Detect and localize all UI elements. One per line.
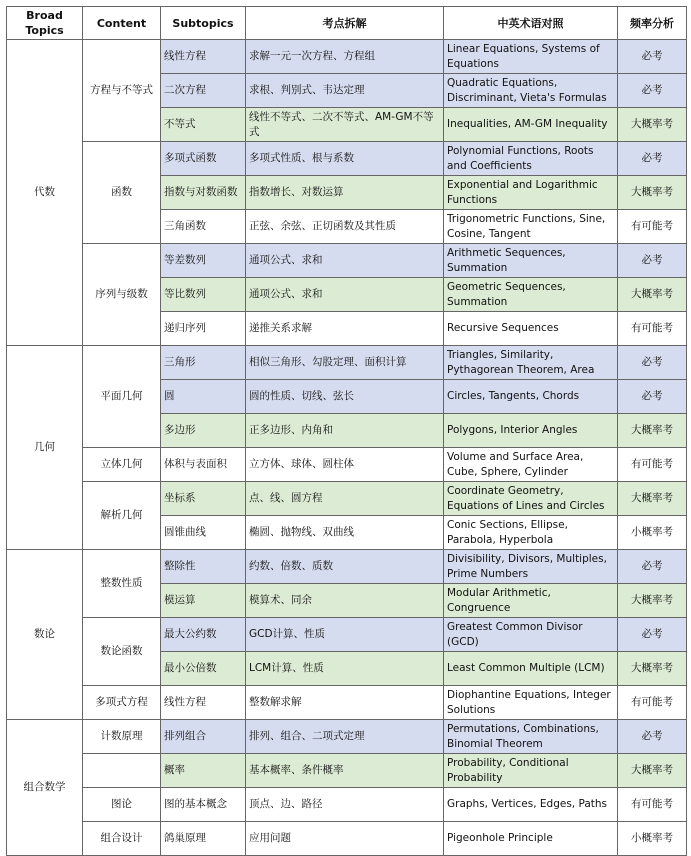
content-cell: 序列与级数 — [83, 244, 161, 346]
content-cell: 平面几何 — [83, 346, 161, 448]
table-row — [7, 40, 687, 74]
term-cell: Triangles, Similarity, Pythagorean Theorem, Area — [444, 346, 618, 380]
broad-topic-cell: 数论 — [7, 550, 83, 720]
subtopic-cell: 多边形 — [161, 414, 246, 448]
key-point-cell: 求根、判别式、韦达定理 — [246, 74, 444, 108]
term-cell: Recursive Sequences — [444, 312, 618, 346]
frequency-cell: 大概率考 — [618, 584, 687, 618]
frequency-cell: 大概率考 — [618, 754, 687, 788]
subtopic-cell: 等差数列 — [161, 244, 246, 278]
term-cell: Conic Sections, Ellipse, Parabola, Hyperbola — [444, 516, 618, 550]
content-cell-empty — [83, 754, 161, 788]
key-point-cell: 顶点、边、路径 — [246, 788, 444, 822]
table-row — [7, 686, 687, 720]
broad-topic-cell: 几何 — [7, 346, 83, 550]
term-cell: Inequalities, AM-GM Inequality — [444, 108, 618, 142]
broad-topic-cell: 组合数学 — [7, 720, 83, 856]
key-point-cell: 通项公式、求和 — [246, 278, 444, 312]
key-point-cell: 递推关系求解 — [246, 312, 444, 346]
header-key-points: 考点拆解 — [246, 7, 444, 40]
frequency-cell: 必考 — [618, 40, 687, 74]
frequency-cell: 有可能考 — [618, 312, 687, 346]
key-point-cell: 指数增长、对数运算 — [246, 176, 444, 210]
term-cell: Geometric Sequences, Summation — [444, 278, 618, 312]
term-cell: Quadratic Equations, Discriminant, Vieta's Formulas — [444, 74, 618, 108]
content-cell: 组合设计 — [83, 822, 161, 856]
term-cell: Probability, Conditional Probability — [444, 754, 618, 788]
table-row — [7, 618, 687, 652]
frequency-cell: 必考 — [618, 142, 687, 176]
frequency-cell: 大概率考 — [618, 176, 687, 210]
subtopic-cell: 体积与表面积 — [161, 448, 246, 482]
subtopic-cell: 多项式函数 — [161, 142, 246, 176]
term-cell: Greatest Common Divisor (GCD) — [444, 618, 618, 652]
term-cell: Trigonometric Functions, Sine, Cosine, Tangent — [444, 210, 618, 244]
key-point-cell: GCD计算、性质 — [246, 618, 444, 652]
table-row — [7, 142, 687, 176]
frequency-cell: 必考 — [618, 244, 687, 278]
term-cell: Diophantine Equations, Integer Solutions — [444, 686, 618, 720]
header-terminology: 中英术语对照 — [444, 7, 618, 40]
subtopic-cell: 最大公约数 — [161, 618, 246, 652]
subtopic-cell: 三角函数 — [161, 210, 246, 244]
key-point-cell: 基本概率、条件概率 — [246, 754, 444, 788]
content-cell: 多项式方程 — [83, 686, 161, 720]
header-row — [7, 7, 687, 40]
frequency-cell: 小概率考 — [618, 516, 687, 550]
frequency-cell: 大概率考 — [618, 482, 687, 516]
content-cell: 数论函数 — [83, 618, 161, 686]
key-point-cell: 圆的性质、切线、弦长 — [246, 380, 444, 414]
table-row — [7, 448, 687, 482]
header-broad-topics: Broad Topics — [7, 7, 83, 40]
key-point-cell: 点、线、圆方程 — [246, 482, 444, 516]
table-row — [7, 482, 687, 516]
header-frequency: 频率分析 — [618, 7, 687, 40]
subtopic-cell: 线性方程 — [161, 40, 246, 74]
table-row — [7, 754, 687, 788]
key-point-cell: 约数、倍数、质数 — [246, 550, 444, 584]
frequency-cell: 小概率考 — [618, 822, 687, 856]
term-cell: Circles, Tangents, Chords — [444, 380, 618, 414]
frequency-cell: 必考 — [618, 380, 687, 414]
subtopic-cell: 整除性 — [161, 550, 246, 584]
broad-topic-cell: 代数 — [7, 40, 83, 346]
frequency-cell: 必考 — [618, 720, 687, 754]
frequency-cell: 有可能考 — [618, 686, 687, 720]
table-row — [7, 550, 687, 584]
key-point-cell: 排列、组合、二项式定理 — [246, 720, 444, 754]
key-point-cell: 整数解求解 — [246, 686, 444, 720]
term-cell: Polynomial Functions, Roots and Coefficients — [444, 142, 618, 176]
subtopic-cell: 圆锥曲线 — [161, 516, 246, 550]
frequency-cell: 大概率考 — [618, 414, 687, 448]
term-cell: Linear Equations, Systems of Equations — [444, 40, 618, 74]
term-cell: Permutations, Combinations, Binomial Theorem — [444, 720, 618, 754]
content-cell: 图论 — [83, 788, 161, 822]
term-cell: Graphs, Vertices, Edges, Paths — [444, 788, 618, 822]
frequency-cell: 大概率考 — [618, 652, 687, 686]
frequency-cell: 有可能考 — [618, 448, 687, 482]
header-content: Content — [83, 7, 161, 40]
key-point-cell: 椭圆、抛物线、双曲线 — [246, 516, 444, 550]
subtopic-cell: 排列组合 — [161, 720, 246, 754]
frequency-cell: 必考 — [618, 74, 687, 108]
term-cell: Pigeonhole Principle — [444, 822, 618, 856]
table-row — [7, 244, 687, 278]
table-row — [7, 788, 687, 822]
frequency-cell: 大概率考 — [618, 278, 687, 312]
key-point-cell: 线性不等式、二次不等式、AM-GM不等式 — [246, 108, 444, 142]
subtopic-cell: 模运算 — [161, 584, 246, 618]
table-row — [7, 822, 687, 856]
frequency-cell: 有可能考 — [618, 210, 687, 244]
frequency-cell: 必考 — [618, 346, 687, 380]
subtopic-cell: 线性方程 — [161, 686, 246, 720]
header-subtopics: Subtopics — [161, 7, 246, 40]
subtopic-cell: 二次方程 — [161, 74, 246, 108]
key-point-cell: 模算术、同余 — [246, 584, 444, 618]
content-cell: 计数原理 — [83, 720, 161, 754]
key-point-cell: 应用问题 — [246, 822, 444, 856]
term-cell: Coordinate Geometry, Equations of Lines and Circles — [444, 482, 618, 516]
key-point-cell: 相似三角形、勾股定理、面积计算 — [246, 346, 444, 380]
content-cell: 立体几何 — [83, 448, 161, 482]
term-cell: Exponential and Logarithmic Functions — [444, 176, 618, 210]
key-point-cell: 正多边形、内角和 — [246, 414, 444, 448]
content-cell: 解析几何 — [83, 482, 161, 550]
key-point-cell: 多项式性质、根与系数 — [246, 142, 444, 176]
subtopic-cell: 鸽巢原理 — [161, 822, 246, 856]
term-cell: Volume and Surface Area, Cube, Sphere, Cylinder — [444, 448, 618, 482]
subtopic-cell: 等比数列 — [161, 278, 246, 312]
key-point-cell: 正弦、余弦、正切函数及其性质 — [246, 210, 444, 244]
subtopic-cell: 图的基本概念 — [161, 788, 246, 822]
subtopic-cell: 指数与对数函数 — [161, 176, 246, 210]
term-cell: Polygons, Interior Angles — [444, 414, 618, 448]
table-row — [7, 720, 687, 754]
subtopic-cell: 坐标系 — [161, 482, 246, 516]
content-cell: 整数性质 — [83, 550, 161, 618]
key-point-cell: 立方体、球体、圆柱体 — [246, 448, 444, 482]
subtopic-cell: 圆 — [161, 380, 246, 414]
content-cell: 方程与不等式 — [83, 40, 161, 142]
frequency-cell: 有可能考 — [618, 788, 687, 822]
subtopic-cell: 概率 — [161, 754, 246, 788]
frequency-cell: 大概率考 — [618, 108, 687, 142]
key-point-cell: LCM计算、性质 — [246, 652, 444, 686]
term-cell: Least Common Multiple (LCM) — [444, 652, 618, 686]
term-cell: Arithmetic Sequences, Summation — [444, 244, 618, 278]
key-point-cell: 通项公式、求和 — [246, 244, 444, 278]
subtopic-cell: 三角形 — [161, 346, 246, 380]
term-cell: Modular Arithmetic, Congruence — [444, 584, 618, 618]
subtopic-cell: 不等式 — [161, 108, 246, 142]
term-cell: Divisibility, Divisors, Multiples, Prime Numbers — [444, 550, 618, 584]
content-cell: 函数 — [83, 142, 161, 244]
key-point-cell: 求解一元一次方程、方程组 — [246, 40, 444, 74]
frequency-cell: 必考 — [618, 618, 687, 652]
table-row — [7, 346, 687, 380]
topics-table — [6, 6, 687, 856]
frequency-cell: 必考 — [618, 550, 687, 584]
subtopic-cell: 递归序列 — [161, 312, 246, 346]
subtopic-cell: 最小公倍数 — [161, 652, 246, 686]
